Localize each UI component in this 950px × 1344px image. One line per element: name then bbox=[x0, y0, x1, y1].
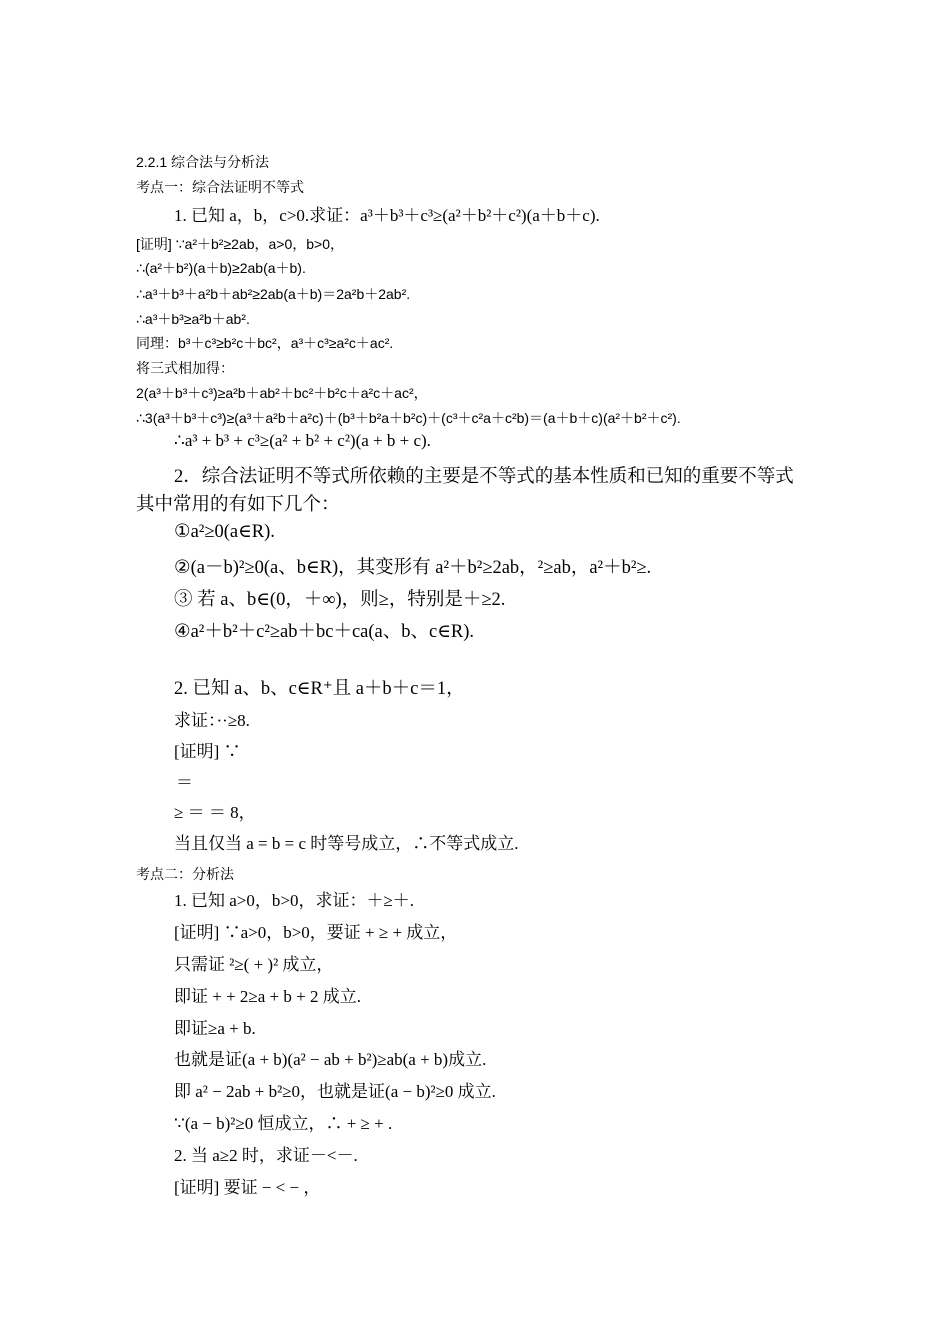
proof-line: 即 a² − 2ab + b²≥0，也就是证(a − b)²≥0 成立. bbox=[174, 1082, 496, 1101]
paragraph-line: 其中常用的有如下几个： bbox=[136, 495, 340, 515]
inequality-item: ④a²＋b²＋c²≥ab＋bc＋ca(a、b、c∈R). bbox=[174, 622, 475, 642]
proof-line: 即证 + + 2≥a + b + 2 成立. bbox=[174, 987, 361, 1006]
inequality-item: ①a²≥0(a∈R). bbox=[174, 522, 275, 542]
proof-line: ∴(a²＋b²)(a＋b)≥2ab(a＋b). bbox=[136, 260, 306, 276]
problem-1-statement: 1. 已知 a，b，c>0.求证：a³＋b³＋c³≥(a²＋b²＋c²)(a＋b＋c). bbox=[174, 206, 600, 225]
problem-4-statement: 2. 当 a≥2 时，求证－<－. bbox=[174, 1146, 358, 1165]
inequality-item: ②(a－b)²≥0(a、b∈R)，其变形有 a²＋b²≥2ab，²≥ab，a²＋b²≥. bbox=[174, 558, 652, 578]
proof-line: ＝ bbox=[176, 773, 193, 792]
proof-line: ∵(a − b)²≥0 恒成立，∴ + ≥ + . bbox=[174, 1114, 393, 1133]
proof-conclusion: ∴a³ + b³ + c³≥(a² + b² + c²)(a + b + c). bbox=[174, 431, 431, 450]
proof-line: 即证≥a + b. bbox=[174, 1019, 256, 1038]
proof-line: ∴a³＋b³＋a²b＋ab²≥2ab(a＋b)＝2a²b＋2ab². bbox=[136, 286, 411, 302]
proof-line: 将三式相加得： bbox=[136, 360, 234, 376]
topic-heading-2: 考点二：分析法 bbox=[136, 866, 234, 882]
proof-line: 只需证 ²≥( + )² 成立， bbox=[174, 955, 334, 974]
proof-line: 当且仅当 a = b = c 时等号成立，∴不等式成立. bbox=[174, 834, 519, 853]
proof-line: [证明] ∵ bbox=[174, 742, 241, 761]
proof-line: [证明] 要证 − < − ， bbox=[174, 1178, 321, 1197]
proof-line: 同理：b³＋c³≥b²c＋bc²，a³＋c³≥a²c＋ac². bbox=[136, 335, 394, 351]
proof-line: ∴3(a³＋b³＋c³)≥(a³＋a²b＋a²c)＋(b³＋b²a＋b²c)＋(c³＋c²a＋c²b)＝(a＋b＋c)(a²＋b²＋c²). bbox=[136, 410, 681, 426]
proof-line: [证明] ∵a²＋b²≥2ab，a>0，b>0， bbox=[136, 236, 345, 252]
proof-line: 2(a³＋b³＋c³)≥a²b＋ab²＋bc²＋b²c＋a²c＋ac²， bbox=[136, 385, 428, 401]
proof-line: ∴a³＋b³≥a²b＋ab². bbox=[136, 311, 250, 327]
problem-2-statement: 2. 已知 a、b、c∈R⁺且 a＋b＋c＝1， bbox=[174, 679, 465, 699]
proof-line: 也就是证(a + b)(a² − ab + b²)≥ab(a + b)成立. bbox=[174, 1050, 487, 1069]
inequality-item: ③ 若 a、b∈(0，＋∞)，则≥，特别是＋≥2. bbox=[174, 590, 506, 610]
proof-line: ≥ ＝ ＝ 8， bbox=[174, 803, 256, 822]
topic-heading-1: 考点一：综合法证明不等式 bbox=[136, 179, 304, 195]
problem-3-statement: 1. 已知 a>0，b>0，求证：＋≥＋. bbox=[174, 891, 415, 910]
problem-2-goal: 求证：··≥8. bbox=[174, 711, 250, 730]
proof-line: [证明] ∵a>0，b>0，要证 + ≥ + 成立， bbox=[174, 923, 458, 942]
paragraph-line: 2．综合法证明不等式所依赖的主要是不等式的基本性质和已知的重要不等式 bbox=[174, 467, 794, 487]
section-title: 2.2.1 综合法与分析法 bbox=[136, 154, 270, 170]
